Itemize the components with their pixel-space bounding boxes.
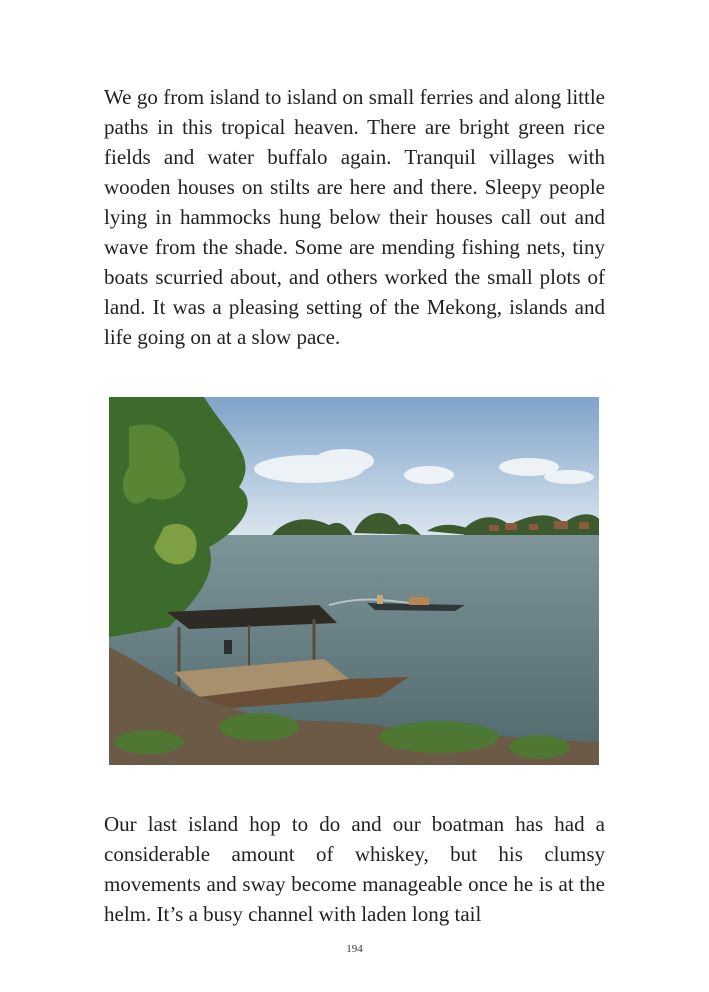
page-number: 194	[346, 943, 363, 955]
body-paragraph-1: We go from island to island on small ferries and along little paths in this tropical heaven. There are bright green rice fields and water buffalo again. Tranquil villages with wooden houses on stilts are here and there. Sleepy people lying in hammocks hung below their houses call out and wave from the shade. Some are mending fishing nets, tiny boats scurried about, and others worked the small plots of land. It was a pleasing setting of the Mekong, islands and life going on at a slow pace.	[104, 85, 605, 349]
body-paragraph-2: Our last island hop to do and our boatman has had a considerable amount of whiskey, but his clumsy movements and sway become manageable once he is at the helm. It’s a busy channel with laden long tail	[104, 812, 605, 926]
photo-illustration	[109, 397, 599, 765]
mekong-river-photo	[109, 397, 599, 765]
